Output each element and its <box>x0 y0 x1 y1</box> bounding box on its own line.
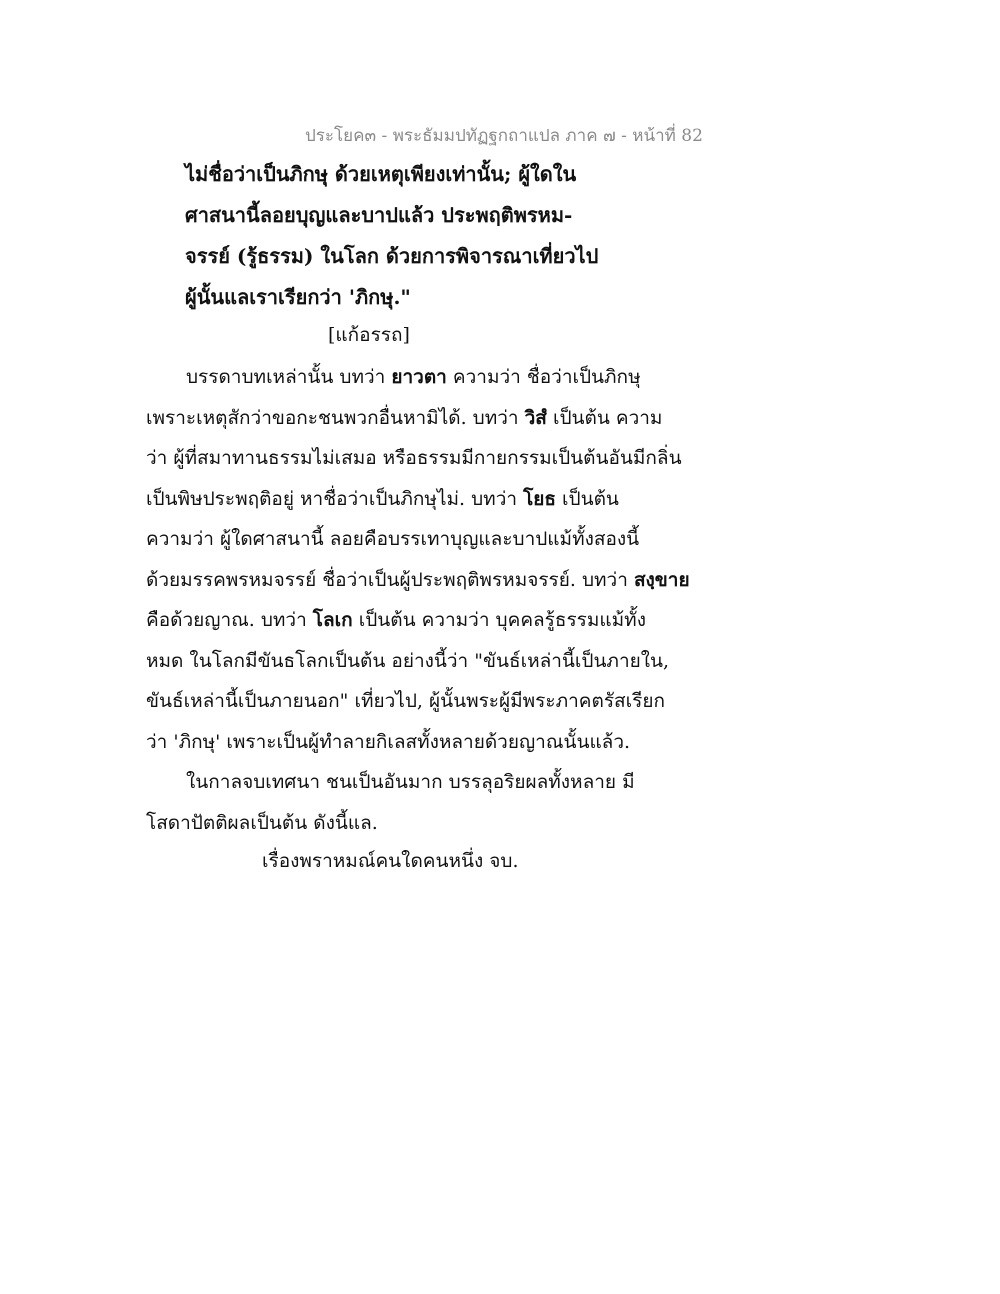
word-gloss-heading: [แก้อรรถ] <box>328 324 410 346</box>
body-line <box>146 360 706 401</box>
body-line <box>146 603 706 644</box>
pali-term: ยาวตา <box>391 366 447 388</box>
verse-line: ไม่ชื่อว่าเป็นภิกษุ ด้วยเหตุเพียงเท่านั้น; ผู้ใดใน <box>185 162 577 186</box>
verse-line: จรรย์ (รู้ธรรม) ในโลก ด้วยการพิจารณาเที่ยวไป <box>185 244 599 268</box>
body-line: ความว่า ผู้ใดศาสนานี้ ลอยคือบรรเทาบุญและบาปแม้ทั้งสองนี้ <box>146 528 640 550</box>
commentary-body <box>146 360 706 846</box>
body-text-run: คือด้วยญาณ. บทว่า <box>146 609 313 631</box>
pali-term: โยธ <box>523 487 557 510</box>
body-line: ว่า 'ภิกษุ' เพราะเป็นผู้ทำลายกิเลสทั้งหลายด้วยญาณนั้นแล้ว. <box>146 730 631 753</box>
body-text-run: เพราะเหตุสักว่าขอกะชนพวกอื่นหามิได้. บทว่า <box>146 406 525 429</box>
body-line <box>146 482 706 523</box>
body-text-run: เป็นต้น ความว่า บุคคลรู้ธรรมแม้ทั้ง <box>352 609 646 631</box>
verse-line: ผู้นั้นแลเราเรียกว่า 'ภิกษุ." <box>185 285 411 309</box>
body-line <box>146 401 706 442</box>
body-text-run: ความว่า ชื่อว่าเป็นภิกษุ <box>446 366 641 388</box>
body-line: ว่า ผู้ที่สมาทานธรรมไม่เสมอ หรือธรรมมีกายกรรมเป็นต้นอันมีกลิ่น <box>146 447 682 469</box>
pali-term: โลเก <box>312 609 353 631</box>
body-text-run: เป็นต้น <box>556 487 619 510</box>
body-text-run: ด้วยมรรคพรหมจรรย์ ชื่อว่าเป็นผู้ประพฤติพรหมจรรย์. บทว่า <box>146 568 634 591</box>
body-text-run: เป็นพิษประพฤติอยู่ หาชื่อว่าเป็นภิกษุไม่. บทว่า <box>146 487 524 510</box>
story-end-line: เรื่องพราหมณ์คนใดคนหนึ่ง จบ. <box>262 850 519 872</box>
body-line: ในกาลจบเทศนา ชนเป็นอันมาก บรรลุอริยผลทั้งหลาย มี <box>186 771 635 793</box>
verse-block <box>185 158 705 322</box>
pali-term: วิสํ <box>524 406 547 429</box>
body-line: ขันธ์เหล่านี้เป็นภายนอก" เที่ยวไป, ผู้นั้นพระผู้มีพระภาคตรัสเรียก <box>146 690 665 712</box>
body-text-run: เป็นต้น ความ <box>546 406 663 429</box>
body-line <box>146 563 706 604</box>
verse-line: ศาสนานี้ลอยบุญและบาปแล้ว ประพฤติพรหม- <box>185 203 573 227</box>
running-header: ประโยค๓ - พระธัมมปทัฏฐกถาแปล ภาค ๗ - หน้าที่ 82 <box>305 126 703 146</box>
body-line: หมด ในโลกมีขันธโลกเป็นต้น อย่างนี้ว่า "ขันธ์เหล่านี้เป็นภายใน, <box>146 649 670 672</box>
body-text-run: บรรดาบทเหล่านั้น บทว่า <box>186 366 392 388</box>
body-line: โสดาปัตติผลเป็นต้น ดังนี้แล. <box>146 811 378 834</box>
pali-term: สงฺขาย <box>633 568 690 591</box>
